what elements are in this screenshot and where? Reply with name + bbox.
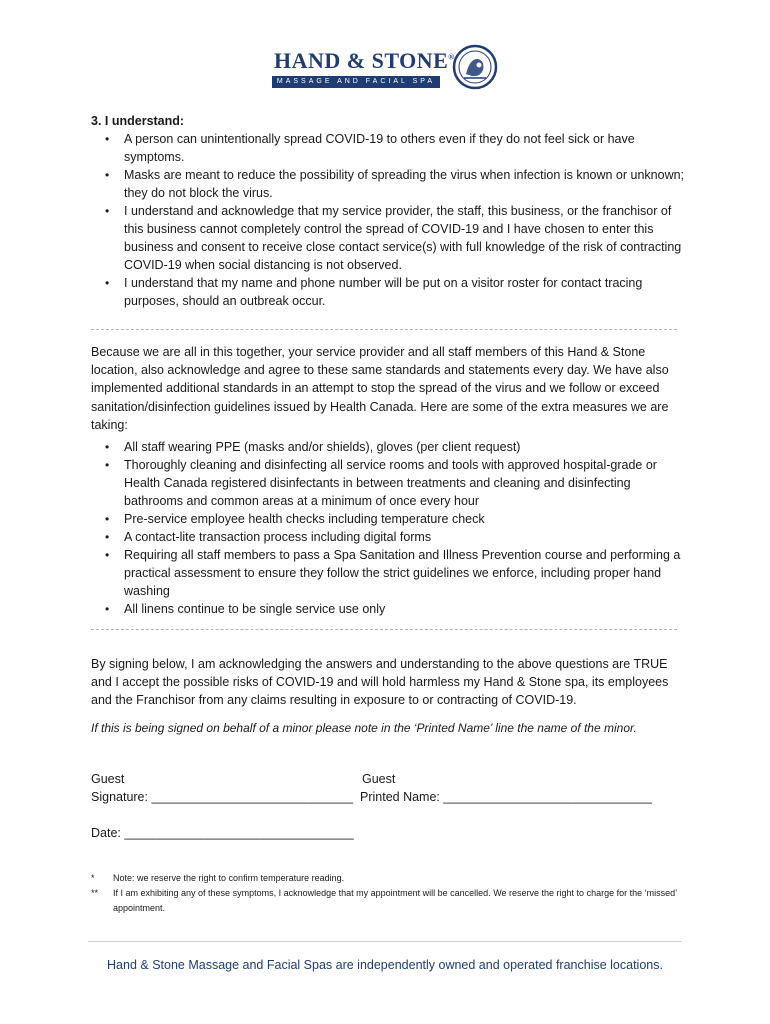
section-heading: 3. I understand:: [91, 114, 185, 128]
list-item: • I understand that my name and phone number will be put on a visitor roster for contact tracing purposes, should an outbreak occur.: [91, 274, 691, 310]
footnote-mark: *: [91, 873, 95, 883]
list-item: • Pre-service employee health checks including temperature check: [91, 510, 691, 528]
list-item: • A person can unintentionally spread COVID-19 to others even if they do not feel sick or have symptoms.: [91, 130, 691, 166]
list-item: • All staff wearing PPE (masks and/or shields), gloves (per client request): [91, 438, 691, 456]
footer-text: Hand & Stone Massage and Facial Spas are independently owned and operated franchise locations.: [107, 958, 663, 972]
list-item: • Requiring all staff members to pass a Spa Sanitation and Illness Prevention course and performing a practical assessment to ensure they follow the strict guidelines we enforce, including proper hand washing: [91, 546, 691, 600]
footnote-text: If I am exhibiting any of these symptoms, I acknowledge that my appointment will be cancelled. We reserve the right to charge for the ‘missed’ appointment.: [113, 888, 677, 913]
brand-tagline: MASSAGE AND FACIAL SPA: [272, 76, 440, 88]
understand-list: [91, 130, 691, 310]
acknowledgement-text: By signing below, I am acknowledging the answers and understanding to the above questions are TRUE and I accept the possible risks of COVID-19 and will hold harmless my Hand & Stone spa, its employees and the Franchisor from any claims resulting in exposure to or contracting of COVID-19.: [91, 657, 669, 708]
printed-name-line: Printed Name: ______________________________: [360, 790, 652, 804]
list-item: • Masks are meant to reduce the possibility of spreading the virus when infection is known or unknown; they do not block the virus.: [91, 166, 691, 202]
brand-logo: [272, 44, 502, 94]
footnote-text: Note: we reserve the right to confirm temperature reading.: [113, 873, 345, 883]
dashed-divider: [91, 629, 677, 630]
list-item: • All linens continue to be single service use only: [91, 600, 691, 618]
section-understand: [91, 112, 691, 310]
guest-printed-name-field[interactable]: [360, 770, 652, 806]
measures-list: [91, 438, 691, 618]
date-field[interactable]: Date: _________________________________: [91, 826, 354, 840]
signature-label: Guest: [91, 772, 125, 786]
commitment-intro: Because we are all in this together, your service provider and all staff members of this Hand & Stone location, also acknowledge and agree to these same standards and statements every day. We have also implemented additional standards in an attempt to stop the spread of the virus and we follow or exceed sanitation/disinfection guidelines issued by Health Canada. Here are some of the extra measures we are taking:: [91, 345, 669, 432]
list-item: • I understand and acknowledge that my service provider, the staff, this business, or the franchisor of this business cannot completely control the spread of COVID-19 and I have chosen to enter this business and consent to receive close contact service(s) with full knowledge of the risk of contracting COVID-19 when social distancing is not observed.: [91, 202, 691, 274]
signature-line: Signature: _____________________________: [91, 790, 354, 804]
footer-divider: [88, 941, 682, 942]
brand-name: HAND & STONE®: [274, 48, 455, 73]
list-item: • Thoroughly cleaning and disinfecting all service rooms and tools with approved hospital-grade or Health Canada registered disinfectants in between treatments and cleaning and disinfecting bathrooms and common areas at a minimum of once every hour: [91, 456, 691, 510]
printed-name-label: Guest: [362, 772, 396, 786]
list-item: • A contact-lite transaction process including digital forms: [91, 528, 691, 546]
guest-signature-field[interactable]: [91, 770, 353, 806]
footnote-mark: **: [91, 888, 99, 898]
brand-seal-icon: [452, 44, 498, 90]
dashed-divider: [91, 329, 677, 330]
minor-note: If this is being signed on behalf of a minor please note in the ‘Printed Name’ line the name of the minor.: [91, 721, 637, 735]
